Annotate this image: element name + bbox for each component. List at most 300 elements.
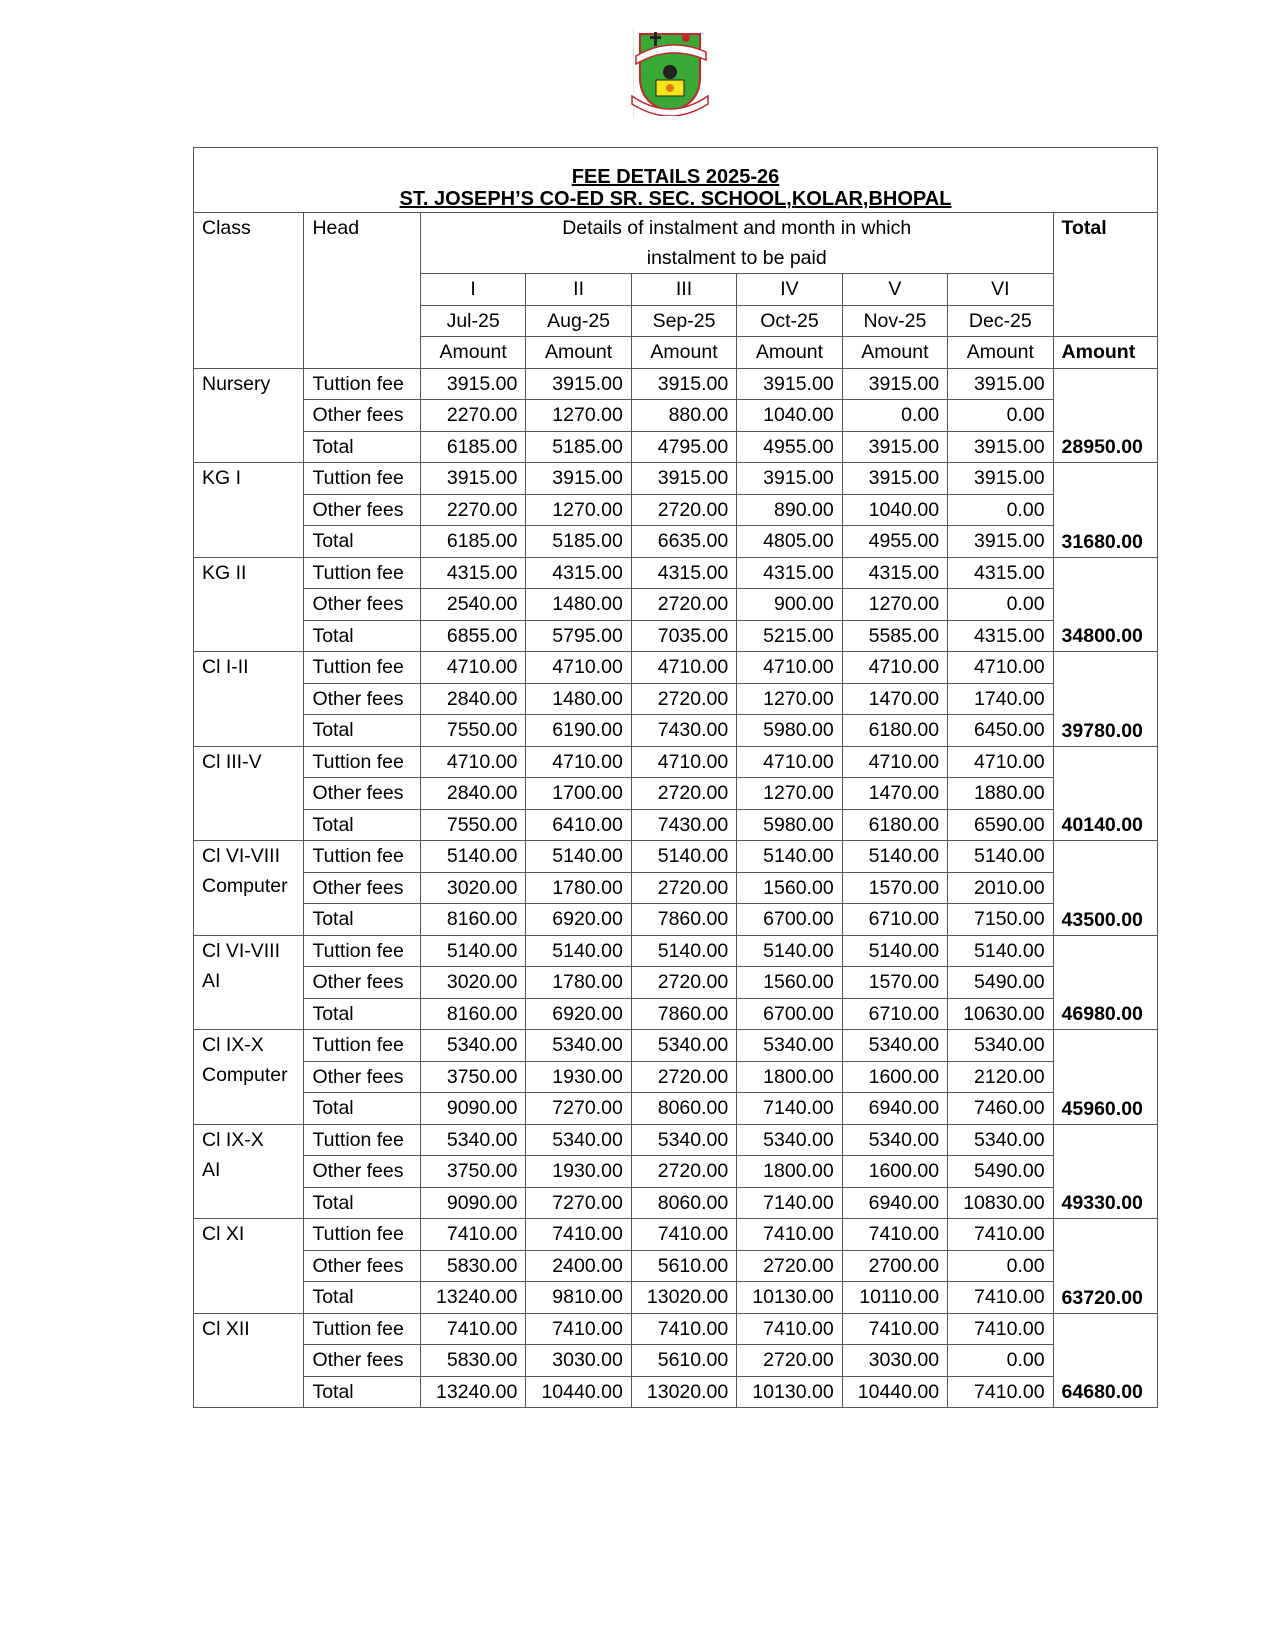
class-total-amount: 34800.00 bbox=[1053, 557, 1157, 652]
instalment-amount: 3915.00 bbox=[948, 526, 1053, 558]
class-total-amount: 64680.00 bbox=[1053, 1313, 1157, 1408]
table-row bbox=[194, 431, 1158, 463]
instalment-amount: 5340.00 bbox=[526, 1030, 631, 1062]
class-name: Cl VI-VIII bbox=[202, 939, 281, 962]
instalment-amount: 3915.00 bbox=[737, 368, 842, 400]
instalment-amount: 7410.00 bbox=[948, 1282, 1053, 1314]
instalment-amount: 5610.00 bbox=[631, 1345, 736, 1377]
amount-label: Amount bbox=[948, 337, 1053, 369]
instalment-amount: 4795.00 bbox=[631, 431, 736, 463]
fee-head: Other fees bbox=[304, 1345, 420, 1377]
instalment-amount: 5980.00 bbox=[737, 809, 842, 841]
instalment-amount: 6180.00 bbox=[842, 809, 947, 841]
fee-details-table bbox=[193, 147, 1158, 1408]
instalment-amount: 900.00 bbox=[737, 589, 842, 621]
table-row bbox=[194, 778, 1158, 810]
amount-label: Amount bbox=[631, 337, 736, 369]
instalment-amount: 1560.00 bbox=[737, 872, 842, 904]
fee-head: Tuttion fee bbox=[304, 557, 420, 589]
class-name: Cl XII bbox=[202, 1317, 250, 1340]
instalment-amount: 5140.00 bbox=[948, 841, 1053, 873]
class-name-cell bbox=[194, 652, 304, 747]
class-name-cell bbox=[194, 1030, 304, 1125]
class-name: Cl I-II bbox=[202, 656, 249, 678]
instalment-amount: 8160.00 bbox=[420, 904, 525, 936]
fee-head: Other fees bbox=[304, 872, 420, 904]
instalment-amount: 3915.00 bbox=[948, 431, 1053, 463]
instalment-amount: 4710.00 bbox=[526, 652, 631, 684]
instalment-amount: 5980.00 bbox=[737, 715, 842, 747]
fee-head: Other fees bbox=[304, 1061, 420, 1093]
instalment-amount: 1880.00 bbox=[948, 778, 1053, 810]
instalment-amount: 3915.00 bbox=[631, 463, 736, 495]
instalment-amount: 5340.00 bbox=[948, 1030, 1053, 1062]
class-name: Cl IX-X bbox=[202, 1034, 264, 1056]
instalment-amount: 6920.00 bbox=[526, 998, 631, 1030]
table-row bbox=[194, 526, 1158, 558]
instalment-amount: 4315.00 bbox=[948, 557, 1053, 589]
instalment-amount: 5340.00 bbox=[842, 1030, 947, 1062]
instalment-amount: 4710.00 bbox=[948, 746, 1053, 778]
instalment-amount: 9810.00 bbox=[526, 1282, 631, 1314]
fee-head: Total bbox=[304, 526, 420, 558]
instalment-amount: 5340.00 bbox=[631, 1030, 736, 1062]
fee-head: Total bbox=[304, 904, 420, 936]
class-name: Cl III-V bbox=[202, 750, 262, 773]
instalment-amount: 5185.00 bbox=[526, 431, 631, 463]
instalment-amount: 2400.00 bbox=[526, 1250, 631, 1282]
instalment-amount: 3915.00 bbox=[948, 463, 1053, 495]
instalment-month: Aug-25 bbox=[526, 305, 631, 337]
instalment-amount: 7410.00 bbox=[948, 1376, 1053, 1408]
table-row bbox=[194, 1250, 1158, 1282]
table-row bbox=[194, 557, 1158, 589]
title-line-2: ST. JOSEPH’S CO-ED SR. SEC. SCHOOL,KOLAR,BHOPAL bbox=[399, 188, 952, 210]
instalment-amount: 2720.00 bbox=[631, 778, 736, 810]
instalment-amount: 5585.00 bbox=[842, 620, 947, 652]
instalment-amount: 7410.00 bbox=[631, 1313, 736, 1345]
class-name-cell bbox=[194, 557, 304, 652]
instalment-amount: 5340.00 bbox=[842, 1124, 947, 1156]
instalment-amount: 1570.00 bbox=[842, 967, 947, 999]
fee-head: Total bbox=[304, 431, 420, 463]
instalment-amount: 13240.00 bbox=[420, 1376, 525, 1408]
table-row bbox=[194, 368, 1158, 400]
table-row bbox=[194, 494, 1158, 526]
instalment-amount: 4710.00 bbox=[948, 652, 1053, 684]
instalment-amount: 3750.00 bbox=[420, 1156, 525, 1188]
instalment-amount: 9090.00 bbox=[420, 1187, 525, 1219]
instalment-amount: 1040.00 bbox=[737, 400, 842, 432]
table-row bbox=[194, 589, 1158, 621]
instalment-amount: 5795.00 bbox=[526, 620, 631, 652]
instalment-amount: 1270.00 bbox=[737, 778, 842, 810]
instalment-amount: 3915.00 bbox=[737, 463, 842, 495]
instalment-amount: 5340.00 bbox=[526, 1124, 631, 1156]
class-total-amount: 49330.00 bbox=[1053, 1124, 1157, 1219]
instalment-amount: 890.00 bbox=[737, 494, 842, 526]
instalment-amount: 2720.00 bbox=[631, 967, 736, 999]
instalment-amount: 7035.00 bbox=[631, 620, 736, 652]
instalment-amount: 6710.00 bbox=[842, 998, 947, 1030]
table-row bbox=[194, 935, 1158, 967]
table-row bbox=[194, 400, 1158, 432]
table-row bbox=[194, 809, 1158, 841]
table-row bbox=[194, 620, 1158, 652]
fee-head: Tuttion fee bbox=[304, 935, 420, 967]
instalment-amount: 4315.00 bbox=[631, 557, 736, 589]
fee-head: Total bbox=[304, 1282, 420, 1314]
instalment-amount: 4710.00 bbox=[842, 652, 947, 684]
instalment-amount: 4710.00 bbox=[842, 746, 947, 778]
instalment-amount: 7150.00 bbox=[948, 904, 1053, 936]
instalment-amount: 880.00 bbox=[631, 400, 736, 432]
instalment-amount: 5340.00 bbox=[737, 1124, 842, 1156]
table-row bbox=[194, 967, 1158, 999]
instalment-number: VI bbox=[948, 274, 1053, 306]
instalment-amount: 10130.00 bbox=[737, 1282, 842, 1314]
instalment-amount: 1570.00 bbox=[842, 872, 947, 904]
class-header: Class bbox=[194, 213, 304, 337]
total-amount-label: Amount bbox=[1053, 337, 1157, 369]
instalment-number: II bbox=[526, 274, 631, 306]
instalment-amount: 13020.00 bbox=[631, 1282, 736, 1314]
class-stream: AI bbox=[202, 1158, 221, 1181]
class-name: KG II bbox=[202, 561, 247, 584]
instalment-amount: 9090.00 bbox=[420, 1093, 525, 1125]
instalment-amount: 5340.00 bbox=[948, 1124, 1053, 1156]
instalment-amount: 4805.00 bbox=[737, 526, 842, 558]
instalment-amount: 1740.00 bbox=[948, 683, 1053, 715]
amount-label: Amount bbox=[737, 337, 842, 369]
table-row bbox=[194, 1093, 1158, 1125]
class-name: Cl XI bbox=[202, 1223, 245, 1245]
instalment-amount: 5490.00 bbox=[948, 967, 1053, 999]
instalment-amount: 6185.00 bbox=[420, 431, 525, 463]
instalment-amount: 2720.00 bbox=[631, 872, 736, 904]
instalment-amount: 4315.00 bbox=[526, 557, 631, 589]
instalment-amount: 6700.00 bbox=[737, 998, 842, 1030]
instalment-amount: 5140.00 bbox=[420, 935, 525, 967]
fee-head: Other fees bbox=[304, 1156, 420, 1188]
instalment-amount: 7410.00 bbox=[842, 1313, 947, 1345]
instalment-amount: 4955.00 bbox=[737, 431, 842, 463]
instalment-amount: 5140.00 bbox=[737, 935, 842, 967]
head-header-cont bbox=[304, 337, 420, 369]
instalment-amount: 3915.00 bbox=[526, 368, 631, 400]
instalment-amount: 7270.00 bbox=[526, 1187, 631, 1219]
table-row bbox=[194, 1187, 1158, 1219]
class-name-cell bbox=[194, 746, 304, 841]
instalment-amount: 3020.00 bbox=[420, 967, 525, 999]
fee-head: Total bbox=[304, 1376, 420, 1408]
fee-head: Tuttion fee bbox=[304, 746, 420, 778]
fee-head: Tuttion fee bbox=[304, 652, 420, 684]
instalment-amount: 4710.00 bbox=[737, 746, 842, 778]
instalment-amount: 7430.00 bbox=[631, 809, 736, 841]
class-name-cell bbox=[194, 935, 304, 1030]
instalment-amount: 2540.00 bbox=[420, 589, 525, 621]
class-name-cell bbox=[194, 1124, 304, 1219]
instalment-amount: 2720.00 bbox=[631, 494, 736, 526]
instalment-amount: 7430.00 bbox=[631, 715, 736, 747]
class-name-cell bbox=[194, 1219, 304, 1314]
instalment-amount: 3915.00 bbox=[526, 463, 631, 495]
instalment-amount: 6180.00 bbox=[842, 715, 947, 747]
fee-head: Other fees bbox=[304, 494, 420, 526]
instalment-amount: 1780.00 bbox=[526, 872, 631, 904]
instalment-amount: 6855.00 bbox=[420, 620, 525, 652]
instalment-month: Oct-25 bbox=[737, 305, 842, 337]
instalment-amount: 1800.00 bbox=[737, 1156, 842, 1188]
fee-head: Other fees bbox=[304, 589, 420, 621]
table-row bbox=[194, 715, 1158, 747]
class-total-amount: 40140.00 bbox=[1053, 746, 1157, 841]
title-row bbox=[194, 148, 1158, 213]
school-crest-icon bbox=[628, 26, 712, 116]
instalment-amount: 1270.00 bbox=[842, 589, 947, 621]
instalment-amount: 7860.00 bbox=[631, 904, 736, 936]
fee-head: Tuttion fee bbox=[304, 1124, 420, 1156]
instalment-amount: 3915.00 bbox=[420, 463, 525, 495]
instalment-amount: 4710.00 bbox=[737, 652, 842, 684]
instalment-amount: 4710.00 bbox=[631, 652, 736, 684]
instalment-amount: 6190.00 bbox=[526, 715, 631, 747]
title-line-1: FEE DETAILS 2025-26 bbox=[571, 166, 780, 188]
instalment-amount: 3750.00 bbox=[420, 1061, 525, 1093]
instalment-details-header bbox=[420, 213, 1053, 274]
class-name: Nursery bbox=[202, 372, 271, 395]
class-name: KG I bbox=[202, 467, 242, 489]
instalment-amount: 1270.00 bbox=[526, 400, 631, 432]
table-row bbox=[194, 463, 1158, 495]
instalment-amount: 5140.00 bbox=[526, 841, 631, 873]
instalment-amount: 8160.00 bbox=[420, 998, 525, 1030]
table-row bbox=[194, 1030, 1158, 1062]
instalment-amount: 0.00 bbox=[948, 1250, 1053, 1282]
instalment-amount: 5140.00 bbox=[737, 841, 842, 873]
fee-head: Total bbox=[304, 620, 420, 652]
class-stream: AI bbox=[202, 969, 221, 992]
instalment-amount: 10110.00 bbox=[842, 1282, 947, 1314]
instalment-amount: 2700.00 bbox=[842, 1250, 947, 1282]
instalment-amount: 1480.00 bbox=[526, 683, 631, 715]
instalment-amount: 5140.00 bbox=[631, 935, 736, 967]
fee-head: Tuttion fee bbox=[304, 463, 420, 495]
class-header-cont bbox=[194, 337, 304, 369]
instalment-amount: 2720.00 bbox=[737, 1345, 842, 1377]
class-stream: Computer bbox=[202, 875, 288, 897]
instalment-amount: 2720.00 bbox=[737, 1250, 842, 1282]
fee-head: Total bbox=[304, 1187, 420, 1219]
instalment-month: Sep-25 bbox=[631, 305, 736, 337]
instalment-amount: 8060.00 bbox=[631, 1187, 736, 1219]
table-row bbox=[194, 1282, 1158, 1314]
instalment-amount: 6700.00 bbox=[737, 904, 842, 936]
instalment-amount: 5140.00 bbox=[526, 935, 631, 967]
instalment-amount: 5215.00 bbox=[737, 620, 842, 652]
instalment-amount: 5340.00 bbox=[420, 1124, 525, 1156]
fee-head: Other fees bbox=[304, 1250, 420, 1282]
class-name-cell bbox=[194, 841, 304, 936]
instalment-amount: 3915.00 bbox=[948, 368, 1053, 400]
table-row bbox=[194, 1313, 1158, 1345]
instalment-amount: 5140.00 bbox=[842, 841, 947, 873]
class-total-amount: 31680.00 bbox=[1053, 463, 1157, 558]
instalment-amount: 6185.00 bbox=[420, 526, 525, 558]
instalment-amount: 10440.00 bbox=[526, 1376, 631, 1408]
instalment-amount: 5140.00 bbox=[842, 935, 947, 967]
fee-head: Tuttion fee bbox=[304, 368, 420, 400]
class-total-amount: 28950.00 bbox=[1053, 368, 1157, 463]
instalment-amount: 4710.00 bbox=[631, 746, 736, 778]
instalment-amount: 4315.00 bbox=[948, 620, 1053, 652]
class-name: Cl IX-X bbox=[202, 1128, 264, 1151]
class-name: Cl VI-VIII bbox=[202, 845, 281, 867]
instalment-month: Nov-25 bbox=[842, 305, 947, 337]
instalment-amount: 7140.00 bbox=[737, 1093, 842, 1125]
table-row bbox=[194, 1219, 1158, 1251]
fee-head: Other fees bbox=[304, 967, 420, 999]
instalment-amount: 3915.00 bbox=[420, 368, 525, 400]
instalment-amount: 7270.00 bbox=[526, 1093, 631, 1125]
instalment-amount: 3915.00 bbox=[842, 368, 947, 400]
table-row bbox=[194, 904, 1158, 936]
instalment-amount: 6920.00 bbox=[526, 904, 631, 936]
instalment-amount: 5830.00 bbox=[420, 1250, 525, 1282]
table-row bbox=[194, 683, 1158, 715]
instalment-amount: 3915.00 bbox=[842, 463, 947, 495]
fee-head: Tuttion fee bbox=[304, 1219, 420, 1251]
class-total-amount: 46980.00 bbox=[1053, 935, 1157, 1030]
head-header: Head bbox=[304, 213, 420, 337]
fee-head: Total bbox=[304, 715, 420, 747]
class-stream: Computer bbox=[202, 1064, 288, 1086]
instalment-amount: 2720.00 bbox=[631, 589, 736, 621]
instalment-amount: 13020.00 bbox=[631, 1376, 736, 1408]
instalment-amount: 4710.00 bbox=[420, 652, 525, 684]
instalment-amount: 1600.00 bbox=[842, 1061, 947, 1093]
instalment-amount: 4710.00 bbox=[420, 746, 525, 778]
instalment-amount: 1700.00 bbox=[526, 778, 631, 810]
fee-head: Total bbox=[304, 1093, 420, 1125]
instalment-amount: 0.00 bbox=[948, 494, 1053, 526]
instalment-amount: 2270.00 bbox=[420, 400, 525, 432]
fee-head: Total bbox=[304, 809, 420, 841]
instalment-amount: 3030.00 bbox=[526, 1345, 631, 1377]
fee-head: Other fees bbox=[304, 778, 420, 810]
instalment-amount: 0.00 bbox=[948, 400, 1053, 432]
instalment-amount: 2840.00 bbox=[420, 778, 525, 810]
amount-label-row bbox=[194, 337, 1158, 369]
instalment-amount: 7410.00 bbox=[948, 1313, 1053, 1345]
instalment-amount: 6635.00 bbox=[631, 526, 736, 558]
instalment-amount: 5340.00 bbox=[631, 1124, 736, 1156]
instalment-amount: 1930.00 bbox=[526, 1061, 631, 1093]
instalment-amount: 7460.00 bbox=[948, 1093, 1053, 1125]
instalment-month: Dec-25 bbox=[948, 305, 1053, 337]
instalment-number: IV bbox=[737, 274, 842, 306]
table-row bbox=[194, 746, 1158, 778]
class-name-cell bbox=[194, 368, 304, 463]
table-row bbox=[194, 652, 1158, 684]
instalment-amount: 4710.00 bbox=[526, 746, 631, 778]
instalment-amount: 1800.00 bbox=[737, 1061, 842, 1093]
table-row bbox=[194, 1376, 1158, 1408]
instalment-amount: 1600.00 bbox=[842, 1156, 947, 1188]
fee-head: Other fees bbox=[304, 683, 420, 715]
instalment-amount: 7860.00 bbox=[631, 998, 736, 1030]
instalment-amount: 8060.00 bbox=[631, 1093, 736, 1125]
instalment-amount: 7410.00 bbox=[526, 1219, 631, 1251]
amount-label: Amount bbox=[526, 337, 631, 369]
instalment-number: V bbox=[842, 274, 947, 306]
instalment-amount: 7410.00 bbox=[737, 1219, 842, 1251]
instalment-amount: 1270.00 bbox=[737, 683, 842, 715]
instalment-amount: 3020.00 bbox=[420, 872, 525, 904]
class-name-cell bbox=[194, 1313, 304, 1408]
document-title bbox=[194, 148, 1158, 213]
instalment-amount: 7410.00 bbox=[842, 1219, 947, 1251]
instalment-amount: 1270.00 bbox=[526, 494, 631, 526]
instalment-amount: 5140.00 bbox=[631, 841, 736, 873]
table-row bbox=[194, 1156, 1158, 1188]
instalment-amount: 4315.00 bbox=[842, 557, 947, 589]
fee-head: Tuttion fee bbox=[304, 1313, 420, 1345]
table-row bbox=[194, 1061, 1158, 1093]
instalment-amount: 1470.00 bbox=[842, 683, 947, 715]
total-header: Total bbox=[1053, 213, 1157, 337]
instalment-amount: 3915.00 bbox=[842, 431, 947, 463]
instalment-amount: 4955.00 bbox=[842, 526, 947, 558]
instalment-amount: 5140.00 bbox=[420, 841, 525, 873]
instalment-amount: 6410.00 bbox=[526, 809, 631, 841]
instalment-amount: 1930.00 bbox=[526, 1156, 631, 1188]
instalment-amount: 6940.00 bbox=[842, 1093, 947, 1125]
instalment-amount: 10830.00 bbox=[948, 1187, 1053, 1219]
class-total-amount: 43500.00 bbox=[1053, 841, 1157, 936]
class-total-amount: 45960.00 bbox=[1053, 1030, 1157, 1125]
table-row bbox=[194, 872, 1158, 904]
instalment-amount: 5610.00 bbox=[631, 1250, 736, 1282]
instalment-amount: 2720.00 bbox=[631, 1156, 736, 1188]
instalment-amount: 1040.00 bbox=[842, 494, 947, 526]
instalment-details-line-1: Details of instalment and month in which bbox=[562, 217, 912, 239]
instalment-amount: 6590.00 bbox=[948, 809, 1053, 841]
amount-label: Amount bbox=[842, 337, 947, 369]
instalment-amount: 7410.00 bbox=[631, 1219, 736, 1251]
fee-head: Other fees bbox=[304, 400, 420, 432]
instalment-amount: 10130.00 bbox=[737, 1376, 842, 1408]
instalment-amount: 1780.00 bbox=[526, 967, 631, 999]
instalment-amount: 1470.00 bbox=[842, 778, 947, 810]
instalment-details-line-2: instalment to be paid bbox=[646, 247, 827, 269]
instalment-amount: 13240.00 bbox=[420, 1282, 525, 1314]
class-name-cell bbox=[194, 463, 304, 558]
instalment-amount: 0.00 bbox=[948, 1345, 1053, 1377]
instalment-amount: 2720.00 bbox=[631, 683, 736, 715]
instalment-amount: 4315.00 bbox=[420, 557, 525, 589]
instalment-amount: 3030.00 bbox=[842, 1345, 947, 1377]
instalment-amount: 0.00 bbox=[948, 589, 1053, 621]
table-row bbox=[194, 998, 1158, 1030]
instalment-amount: 7410.00 bbox=[420, 1219, 525, 1251]
instalment-amount: 2010.00 bbox=[948, 872, 1053, 904]
instalment-amount: 10630.00 bbox=[948, 998, 1053, 1030]
instalment-amount: 2720.00 bbox=[631, 1061, 736, 1093]
instalment-amount: 2840.00 bbox=[420, 683, 525, 715]
instalment-amount: 7410.00 bbox=[737, 1313, 842, 1345]
